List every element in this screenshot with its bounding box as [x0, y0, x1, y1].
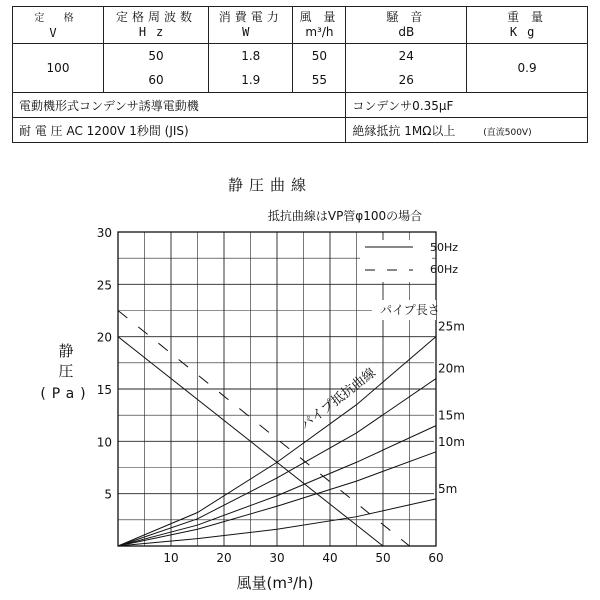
noise-value: 26	[346, 68, 467, 93]
voltage-value: 100	[13, 44, 104, 93]
static-pressure-chart	[0, 160, 600, 600]
curve-label-10m: 10m	[438, 434, 465, 449]
curve-label-15m: 15m	[438, 408, 465, 423]
header-weight: 重 量 Kg	[467, 7, 588, 44]
y-axis-unit: (Pa)	[40, 386, 92, 402]
power-value: 1.9	[209, 68, 293, 93]
header-noise: 騒 音 dB	[346, 7, 467, 44]
y-tick-label: 5	[104, 487, 112, 502]
airflow-value: 50	[293, 44, 346, 69]
curve-label-5m: 5m	[438, 481, 458, 496]
header-power: 消費電力 W	[209, 7, 293, 44]
x-tick-label: 60	[428, 551, 444, 565]
fan-curve-60hz	[118, 311, 410, 547]
y-tick-label: 15	[96, 383, 112, 397]
y-axis-label-2: 圧	[58, 362, 74, 380]
legend-50hz-label: 50Hz	[430, 241, 459, 254]
x-tick-label: 10	[163, 551, 179, 565]
y-tick-label: 20	[96, 330, 112, 345]
y-tick-label: 30	[96, 226, 112, 240]
curve-label-25m: 25m	[438, 319, 465, 334]
x-tick-label: 40	[322, 551, 338, 565]
legend-60hz-label: 60Hz	[430, 263, 459, 276]
capacitor: コンデンサ0.35μF	[346, 93, 588, 118]
noise-value: 24	[346, 44, 467, 69]
x-tick-label: 20	[216, 551, 232, 565]
header-voltage: 定 格 V	[13, 7, 104, 44]
resistance-curves	[118, 318, 465, 546]
motor-type: 電動機形式コンデンサ誘導電動機	[13, 93, 346, 118]
withstand-voltage: 耐 電 圧 AC 1200V 1秒間 (JIS)	[13, 118, 346, 143]
y-tick-label: 25	[96, 278, 112, 293]
x-tick-label: 50	[375, 551, 391, 565]
pipe-length-label: パイプ長さ	[380, 303, 440, 317]
x-axis-label: 風量(m³/h)	[236, 574, 314, 592]
chart-subtitle: 抵抗曲線はVP管φ100の場合	[267, 209, 423, 223]
power-value: 1.8	[209, 44, 293, 69]
resistance-curves-label: パイプ抵抗曲線	[298, 365, 379, 434]
y-axis-label-1: 静	[58, 342, 74, 360]
header-frequency: 定格周波数 Hz	[104, 7, 209, 44]
weight-value: 0.9	[467, 44, 588, 93]
y-tick-label: 10	[96, 435, 112, 450]
x-tick-label: 30	[269, 551, 285, 565]
curve-label-20m: 20m	[438, 361, 465, 376]
hz-value: 60	[104, 68, 209, 93]
insulation-note: (直流500V)	[483, 127, 532, 138]
insulation: 絶縁抵抗 1MΩ以上 (直流500V)	[346, 118, 588, 143]
chart-title: 静圧曲線	[227, 176, 313, 194]
header-airflow: 風 量 m³/h	[293, 7, 346, 44]
airflow-value: 55	[293, 68, 346, 93]
hz-value: 50	[104, 44, 209, 69]
legend	[360, 240, 458, 282]
spec-table	[12, 6, 588, 143]
fan-curves	[118, 311, 410, 547]
